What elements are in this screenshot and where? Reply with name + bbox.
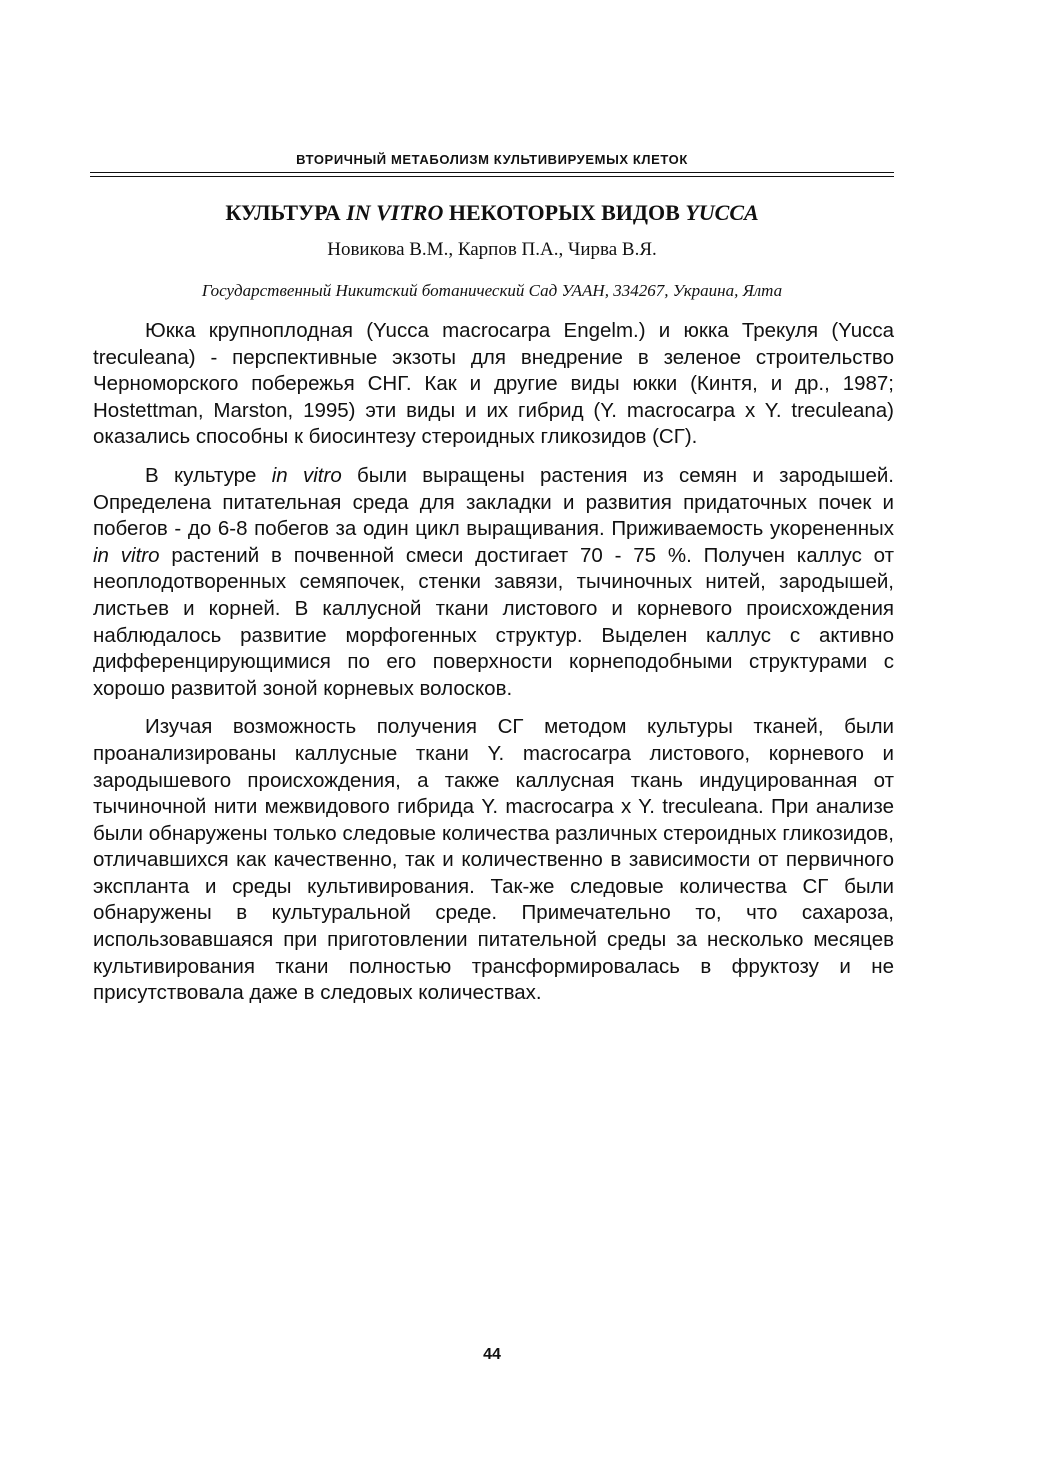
title-part-3: НЕКОТОРЫХ ВИДОВ [443,200,686,225]
header-rule-thick [90,172,894,173]
title-part-yucca: YUCCA [685,200,759,225]
page-number: 44 [483,1346,501,1363]
paragraph-2-part-c: были выращены растения из семян и зародышей. Определена питательная среда для закладки и развития придаточных почек и побегов - до 6-8 побегов за один цикл выращивания. Приживаемость укорененных [93,463,894,541]
paragraph-3: Изучая возможность получения СГ методом культуры тканей, были проанализированы каллусные ткани Y. macrocarpa листового, корневого и зародышевого происхождения, а также каллусная ткань индуцированная от тычиночной нити межвидового гибрида Y. macrocarpa x Y. treculeana. При анализе были обнаружены только следовые количества различных стероидных гликозидов, отличавшихся как качественно, так и количественно в зависимости от первичного экспланта и среды культивирования. Так-же следовые количества СГ были обнаружены в культуральной среде. Примечательно то, что сахароза, использовавшаяся при приготовлении питательной среды за несколько месяцев культивирования ткани полностью трансформировалась в фруктозу и не присутствовала даже в следовых количествах. [93,715,894,1005]
running-header: ВТОРИЧНЫЙ МЕТАБОЛИЗМ КУЛЬТИВИРУЕМЫХ КЛЕТОК [296,152,688,167]
paragraph-2 [93,463,894,702]
paragraph-2-in-vitro-1: in vitro [271,463,342,487]
article-affiliation: Государственный Никитский ботанический Сад УААН, 334267, Украина, Ялта [201,281,783,300]
title-part-1: КУЛЬТУРА [225,200,347,225]
article-authors: Новикова В.М., Карпов П.А., Чирва В.Я. [327,239,657,260]
paragraph-2-part-e: растений в почвенной смеси достигает 70 - 75 %. Получен каллус от неоплодотворенных семяпочек, стенки завязи, тычиночных нитей, зародышей, листьев и корней. В каллусной ткани листового и корневого происхождения наблюдалось развитие морфогенных структур. Выделен каллус с активно дифференцирующимися по его поверхности корнеподобными структурами с хорошо развитой зоной корневых волосков. [93,543,894,700]
paragraph-2-in-vitro-2: in vitro [93,543,160,567]
title-part-in-vitro: IN VITRO [346,200,444,225]
paragraph-2-part-a: В культуре [145,463,272,487]
paragraph-1: Юкка крупноплодная (Yucca macrocarpa Engelm.) и юкка Трекуля (Yucca treculeana) - перспективные экзоты для внедрение в зеленое строительство Черноморского побережья СНГ. Как и другие виды юкки (Кинтя, и др., 1987; Hostettman, Marston, 1995) эти виды и их гибрид (Y. macrocarpa x Y. treculeana) оказались способны к биосинтезу стероидных гликозидов (СГ). [93,319,894,449]
article-body [93,318,894,1019]
article-title [90,200,894,226]
header-rule-thin [90,176,894,177]
